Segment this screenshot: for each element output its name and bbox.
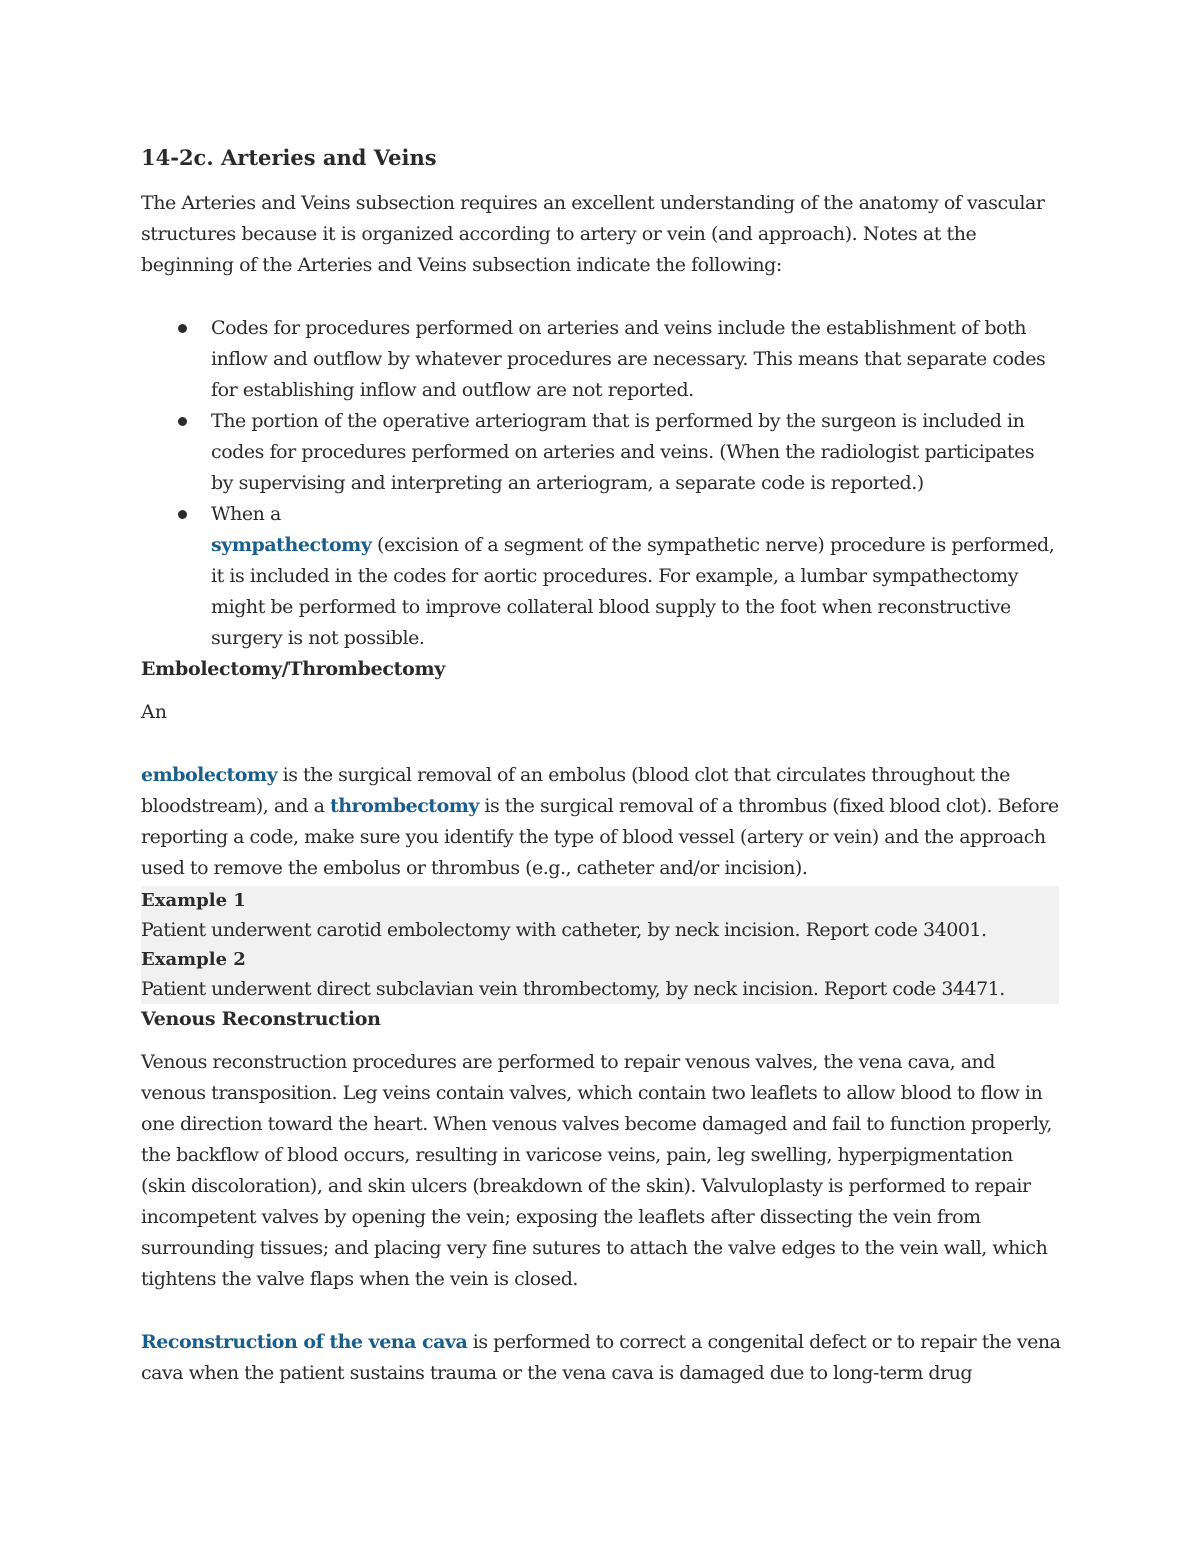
section-title: 14-2c. Arteries and Veins: [141, 145, 437, 170]
term-vena-cava: Reconstruction of the vena cava: [141, 1331, 468, 1353]
list-item: [141, 499, 1061, 654]
venous-paragraph: Venous reconstruction procedures are performed to repair venous valves, the vena cava, and venous transposition. Leg veins contain valves, which contain two leaflets to allow blood to flow in one direction toward the heart. When venous valves become damaged and fail to function properly, the backflow of blood occurs, resulting in varicose veins, pain, leg swelling, hyperpigmentation (skin discoloration), and skin ulcers (breakdown of the skin). Valvuloplasty is performed to repair incompetent valves by opening the vein; exposing the leaflets after dissecting the vein from surrounding tissues; and placing very fine sutures to attach the valve edges to the vein wall, which tightens the valve flaps when the vein is closed.: [141, 1051, 1052, 1290]
term-thrombectomy: thrombectomy: [329, 795, 479, 817]
embolectomy-paragraph: [141, 760, 1061, 884]
bullet-text-prefix: When a: [211, 503, 281, 525]
venous-reconstruction-heading: Venous Reconstruction: [141, 1008, 381, 1030]
intro-paragraph: The Arteries and Veins subsection requires an excellent understanding of the anatomy of vascular structures because it is organized according to artery or vein (and approach). Notes at the beginning of the Arteries and Veins subsection indicate the following:: [141, 192, 1045, 276]
paragraph-text: is performed to correct a congenital defect or to repair the vena cava when the patient sustains trauma or the vena cava is damaged due to long-term drug: [141, 1331, 1061, 1384]
bullet-text: The portion of the operative arteriogram that is performed by the surgeon is included in codes for procedures performed on arteries and veins. (When the radiologist participates by supervising and interpreting an arteriogram, a separate code is reported.): [211, 410, 1035, 494]
embolectomy-heading: Embolectomy/Thrombectomy: [141, 658, 446, 680]
bullet-text: (excision of a segment of the sympathetic nerve) procedure is performed, it is included in the codes for aortic procedures. For example, a lumbar sympathectomy might be performed to improve collateral blood supply to the foot when reconstructive surgery is not possible.: [211, 534, 1055, 649]
vena-cava-paragraph: [141, 1327, 1061, 1389]
paragraph-text: is the surgical removal of an embolus (blood clot that circulates throughout the bloodstream), and a: [141, 764, 1010, 817]
bullet-icon: [178, 417, 187, 426]
term-embolectomy: embolectomy: [141, 764, 278, 786]
bullet-text: Codes for procedures performed on arteries and veins include the establishment of both inflow and outflow by whatever procedures are necessary. This means that separate codes for establishing inflow and outflow are not reported.: [211, 317, 1046, 401]
examples-box: [141, 886, 1059, 1004]
document-content: [141, 142, 1061, 1389]
term-sympathectomy: sympathectomy: [211, 534, 372, 556]
example-text: Patient underwent direct subclavian vein thrombectomy, by neck incision. Report code 34471.: [141, 978, 1005, 1000]
example-text: Patient underwent carotid embolectomy with catheter, by neck incision. Report code 34001.: [141, 919, 987, 941]
example-label: Example 1: [141, 890, 246, 911]
notes-list: [141, 313, 1061, 654]
bullet-icon: [178, 510, 187, 519]
paragraph-text: is the surgical removal of a thrombus (fixed blood clot). Before reporting a code, make sure you identify the type of blood vessel (artery or vein) and the approach used to remove the embolus or thrombus (e.g., catheter and/or incision).: [141, 795, 1059, 879]
an-line: An: [141, 701, 167, 723]
bullet-icon: [178, 324, 187, 333]
example-label: Example 2: [141, 949, 246, 970]
list-item: [141, 406, 1061, 499]
list-item: [141, 313, 1061, 406]
